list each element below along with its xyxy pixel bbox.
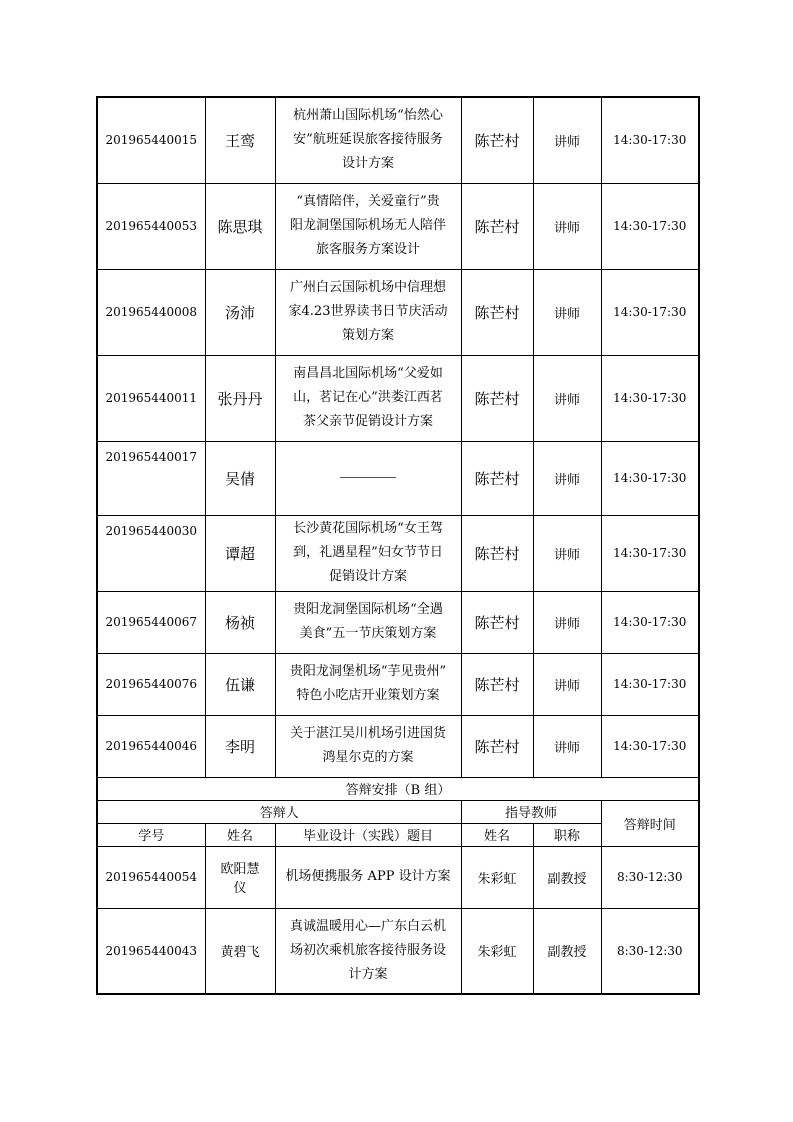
text-line: 贵阳龙洞堡机场“芋见贵州” <box>289 664 447 679</box>
defense-time: 14:30-17:30 <box>601 441 699 515</box>
defense-schedule-table <box>96 96 700 995</box>
text-line: 家4.23世界读书日节庆活动 <box>288 304 448 319</box>
text-line: 策划方案 <box>341 328 394 343</box>
defense-time: 14:30-17:30 <box>601 715 699 777</box>
student-name: 陈思琪 <box>205 183 275 269</box>
defense-time: 14:30-17:30 <box>601 183 699 269</box>
group-b-rows <box>97 846 699 994</box>
project-topic <box>275 908 461 994</box>
student-id: 201965440015 <box>97 97 205 183</box>
advisor-name: 陈芒村 <box>461 715 533 777</box>
student-name: 吴倩 <box>205 441 275 515</box>
text-line: 旅客服务方案设计 <box>315 242 420 257</box>
advisor-name-header: 姓名 <box>461 823 533 846</box>
student-name <box>205 846 275 908</box>
student-id: 201965440043 <box>97 908 205 994</box>
advisor-title-header: 职称 <box>533 823 601 846</box>
student-id: 201965440046 <box>97 715 205 777</box>
advisor-title: 讲师 <box>533 355 601 441</box>
table-row <box>97 846 699 908</box>
advisor-name: 陈芒村 <box>461 441 533 515</box>
student-name-header: 姓名 <box>205 823 275 846</box>
advisor-name: 陈芒村 <box>461 269 533 355</box>
student-name: 张丹丹 <box>205 355 275 441</box>
student-name <box>205 908 275 994</box>
defense-time: 14:30-17:30 <box>601 653 699 715</box>
text-line: 关于湛江吴川机场引进国货 <box>289 726 446 741</box>
student-name: 李明 <box>205 715 275 777</box>
topic-header: 毕业设计（实践）题目 <box>275 823 461 846</box>
defense-time: 14:30-17:30 <box>601 97 699 183</box>
group-b-heading: 答辩安排（B 组） <box>97 777 699 800</box>
student-name: 王鸾 <box>205 97 275 183</box>
text-line: 贵阳龙洞堡国际机场“全遇 <box>293 602 443 617</box>
text-line: 到，礼遇星程”妇女节节日 <box>293 545 443 560</box>
text-line: 茶父亲节促销设计方案 <box>302 414 433 429</box>
table-row <box>97 355 699 441</box>
student-id: 201965440017 <box>97 441 205 515</box>
project-topic <box>275 846 461 908</box>
table-row <box>97 183 699 269</box>
advisor-title: 讲师 <box>533 269 601 355</box>
project-topic <box>275 97 461 183</box>
table-row <box>97 441 699 515</box>
text-line: 特色小吃店开业策划方案 <box>296 688 440 703</box>
advisor-name: 陈芒村 <box>461 515 533 591</box>
defender-header: 答辩人 <box>97 800 461 823</box>
text-line: 机场便携服务 APP 设计方案 <box>285 869 451 884</box>
table-row <box>97 653 699 715</box>
advisor-group-header: 指导教师 <box>461 800 601 823</box>
text-line: 黄碧飞 <box>220 945 260 961</box>
table-row <box>97 515 699 591</box>
advisor-title: 讲师 <box>533 515 601 591</box>
defense-time: 8:30-12:30 <box>601 908 699 994</box>
table-row <box>97 908 699 994</box>
text-line: 山，茗记在心”洪娄江西茗 <box>293 390 443 405</box>
advisor-title: 讲师 <box>533 97 601 183</box>
project-topic <box>275 715 461 777</box>
group-a-rows <box>97 97 699 777</box>
project-topic <box>275 515 461 591</box>
text-line: 计方案 <box>348 966 388 982</box>
advisor-name: 陈芒村 <box>461 653 533 715</box>
advisor-name: 朱彩虹 <box>461 908 533 994</box>
table-row <box>97 715 699 777</box>
project-topic <box>275 355 461 441</box>
defense-time: 8:30-12:30 <box>601 846 699 908</box>
advisor-title: 讲师 <box>533 441 601 515</box>
advisor-title: 副教授 <box>533 846 601 908</box>
advisor-title: 副教授 <box>533 908 601 994</box>
text-line: 美食”五一节庆策划方案 <box>299 626 437 641</box>
student-id: 201965440030 <box>97 515 205 591</box>
advisor-name: 朱彩虹 <box>461 846 533 908</box>
student-id: 201965440067 <box>97 591 205 653</box>
student-name: 汤沛 <box>205 269 275 355</box>
defense-time: 14:30-17:30 <box>601 269 699 355</box>
student-id: 201965440053 <box>97 183 205 269</box>
table-row <box>97 269 699 355</box>
table-row <box>97 97 699 183</box>
table-row <box>97 591 699 653</box>
advisor-name: 陈芒村 <box>461 183 533 269</box>
advisor-name: 陈芒村 <box>461 591 533 653</box>
defense-time: 14:30-17:30 <box>601 355 699 441</box>
text-line: 设计方案 <box>341 156 394 172</box>
text-line: 场初次乘机旅客接待服务设 <box>289 942 446 958</box>
project-topic <box>275 183 461 269</box>
advisor-title: 讲师 <box>533 715 601 777</box>
text-line: 欧阳慧 <box>220 862 260 877</box>
advisor-name: 陈芒村 <box>461 97 533 183</box>
student-name: 杨祯 <box>205 591 275 653</box>
text-line: 长沙黄花国际机场“女王驾 <box>293 521 443 536</box>
text-line: 仪 <box>233 881 247 896</box>
text-line: 阳龙洞堡国际机场无人陪伴 <box>289 218 446 233</box>
project-topic <box>275 653 461 715</box>
defense-time-header: 答辩时间 <box>601 800 699 846</box>
student-id: 201965440076 <box>97 653 205 715</box>
advisor-title: 讲师 <box>533 653 601 715</box>
text-line: 杭州萧山国际机场“怡然心 <box>293 108 443 124</box>
project-topic <box>275 269 461 355</box>
student-name: 谭超 <box>205 515 275 591</box>
project-topic <box>275 591 461 653</box>
project-topic <box>275 441 461 515</box>
advisor-name: 陈芒村 <box>461 355 533 441</box>
text-line: 南昌昌北国际机场“父爱如 <box>293 366 443 381</box>
group-b-section <box>97 777 699 846</box>
defense-time: 14:30-17:30 <box>601 515 699 591</box>
text-line: 鸿星尔克的方案 <box>322 750 414 765</box>
student-id: 201965440054 <box>97 846 205 908</box>
text-line: 安”航班延误旅客接待服务 <box>293 132 443 148</box>
defense-time: 14:30-17:30 <box>601 591 699 653</box>
student-name: 伍谦 <box>205 653 275 715</box>
text-line: 真诚温暖用心—广东白云机 <box>289 918 446 934</box>
empty-topic-dash <box>340 477 396 478</box>
advisor-title: 讲师 <box>533 183 601 269</box>
student-id-header: 学号 <box>97 823 205 846</box>
text-line: 广州白云国际机场中信理想 <box>289 280 446 295</box>
student-id: 201965440011 <box>97 355 205 441</box>
text-line: 促销设计方案 <box>328 569 407 584</box>
student-id: 201965440008 <box>97 269 205 355</box>
advisor-title: 讲师 <box>533 591 601 653</box>
text-line: “真情陪伴，关爱童行”贵 <box>296 194 440 209</box>
